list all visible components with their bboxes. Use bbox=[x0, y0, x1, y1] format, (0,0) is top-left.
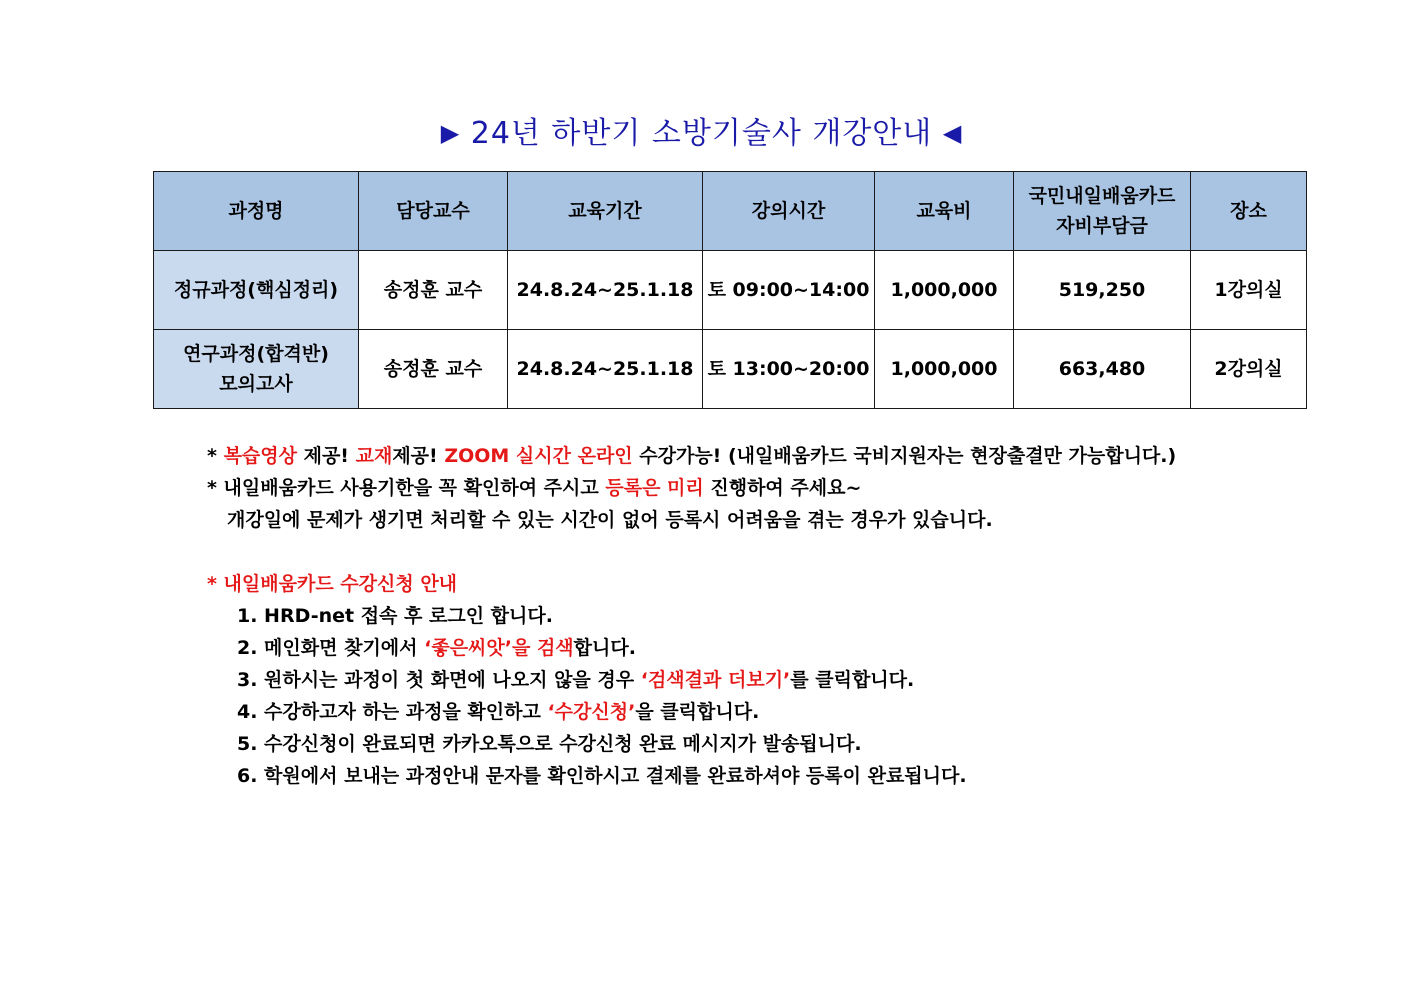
cell-course: 연구과정(합격반) 모의고사 bbox=[154, 330, 359, 409]
note-text: 제공! bbox=[296, 445, 356, 467]
guide-step bbox=[207, 696, 1307, 728]
cell-self-pay: 663,480 bbox=[1014, 330, 1191, 409]
header-time: 강의시간 bbox=[703, 172, 875, 251]
note-line: 개강일에 문제가 생기면 처리할 수 있는 시간이 없어 등록시 어려움을 겪는 경우가 있습니다. bbox=[227, 509, 993, 531]
course-table bbox=[153, 171, 1307, 409]
header-course: 과정명 bbox=[154, 172, 359, 251]
cell-time: 토 13:00~20:00 bbox=[703, 330, 875, 409]
highlight-text: ‘좋은씨앗’을 검색 bbox=[424, 637, 574, 659]
note-line bbox=[207, 440, 1307, 472]
play-right-icon: ▶ bbox=[440, 119, 461, 147]
step-text: 을 클릭합니다. bbox=[635, 701, 760, 723]
note-text: 제공! bbox=[392, 445, 445, 467]
play-left-icon: ◀ bbox=[942, 119, 963, 147]
cell-place: 2강의실 bbox=[1191, 330, 1307, 409]
cell-period: 24.8.24~25.1.18 bbox=[508, 330, 703, 409]
table-row bbox=[154, 330, 1307, 409]
cell-period: 24.8.24~25.1.18 bbox=[508, 251, 703, 330]
header-self-pay: 국민내일배움카드 자비부담금 bbox=[1014, 172, 1191, 251]
guide-step: 1. HRD-net 접속 후 로그인 합니다. bbox=[237, 605, 553, 627]
step-text: 4. 수강하고자 하는 과정을 확인하고 bbox=[237, 701, 548, 723]
table-header-row bbox=[154, 172, 1307, 251]
cell-self-pay: 519,250 bbox=[1014, 251, 1191, 330]
highlight-text: 등록은 미리 bbox=[605, 477, 704, 499]
highlight-text: 복습영상 bbox=[223, 445, 297, 467]
cell-professor: 송정훈 교수 bbox=[359, 330, 508, 409]
highlight-text: ZOOM 실시간 온라인 bbox=[444, 445, 633, 467]
header-professor: 담당교수 bbox=[359, 172, 508, 251]
guide-step bbox=[207, 632, 1307, 664]
note-text: 내일배움카드 사용기한을 꼭 확인하여 주시고 bbox=[216, 477, 606, 499]
table-row bbox=[154, 251, 1307, 330]
note-line bbox=[207, 472, 1307, 504]
bullet: * bbox=[207, 445, 217, 467]
note-text: 진행하여 주세요~ bbox=[703, 477, 862, 499]
cell-fee: 1,000,000 bbox=[875, 330, 1014, 409]
header-period: 교육기간 bbox=[508, 172, 703, 251]
page-title bbox=[0, 110, 1403, 157]
cell-place: 1강의실 bbox=[1191, 251, 1307, 330]
step-text: 2. 메인화면 찾기에서 bbox=[237, 637, 425, 659]
highlight-text: 교재 bbox=[355, 445, 393, 467]
title-text: 24년 하반기 소방기술사 개강안내 bbox=[470, 116, 933, 151]
bullet: * bbox=[207, 477, 217, 499]
header-fee: 교육비 bbox=[875, 172, 1014, 251]
guide-step: 6. 학원에서 보내는 과정안내 문자를 확인하시고 결제를 완료하셔야 등록이 완료됩니다. bbox=[237, 765, 967, 787]
cell-professor: 송정훈 교수 bbox=[359, 251, 508, 330]
cell-fee: 1,000,000 bbox=[875, 251, 1014, 330]
step-text: 합니다. bbox=[573, 637, 636, 659]
note-text: 수강가능! (내일배움카드 국비지원자는 현장출결만 가능합니다.) bbox=[632, 445, 1177, 467]
guide-step bbox=[207, 664, 1307, 696]
header-place: 장소 bbox=[1191, 172, 1307, 251]
highlight-text: ‘수강신청’ bbox=[547, 701, 636, 723]
guide-title: * 내일배움카드 수강신청 안내 bbox=[207, 573, 458, 595]
highlight-text: ‘검색결과 더보기’ bbox=[640, 669, 791, 691]
guide-step: 5. 수강신청이 완료되면 카카오톡으로 수강신청 완료 메시지가 발송됩니다. bbox=[237, 733, 862, 755]
notes-section bbox=[207, 440, 1307, 792]
step-text: 3. 원하시는 과정이 첫 화면에 나오지 않을 경우 bbox=[237, 669, 641, 691]
cell-course: 정규과정(핵심정리) bbox=[154, 251, 359, 330]
spacer bbox=[207, 536, 1307, 568]
step-text: 를 클릭합니다. bbox=[790, 669, 915, 691]
cell-time: 토 09:00~14:00 bbox=[703, 251, 875, 330]
